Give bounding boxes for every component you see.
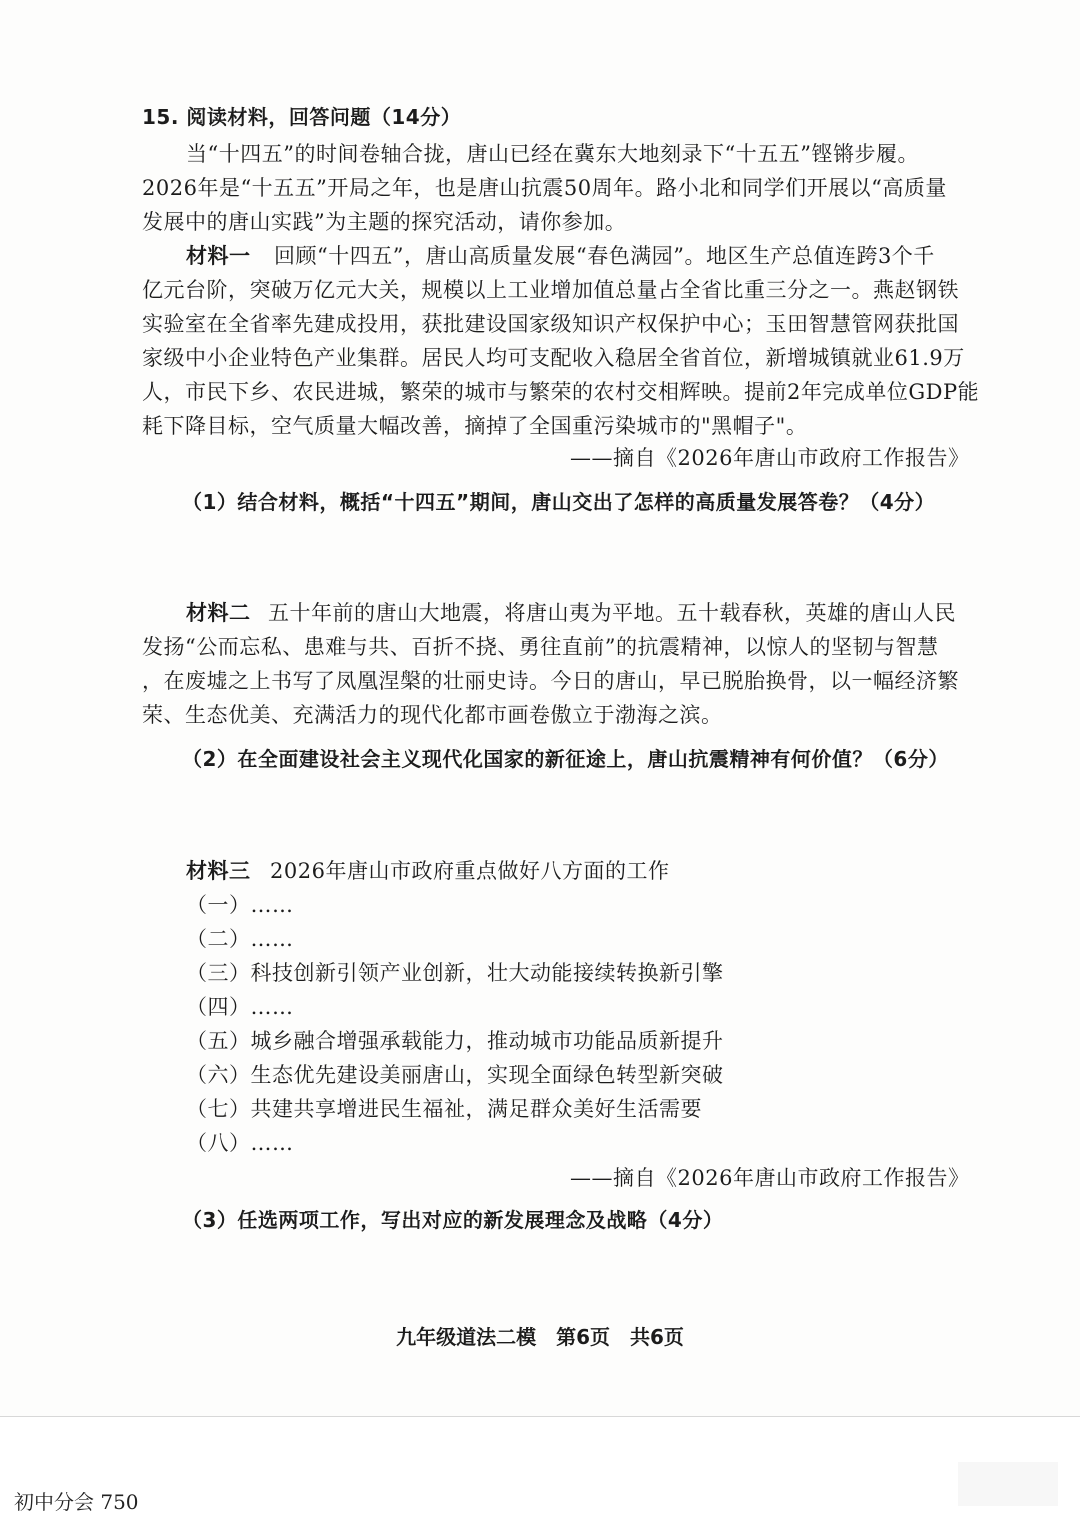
corner-box <box>958 1462 1058 1506</box>
page-footer: 九年级道法二模 第6页 共6页 <box>396 1325 684 1349</box>
material3-label: 材料三 <box>186 858 251 883</box>
material1-source: ——摘自《2026年唐山市政府工作报告》 <box>570 446 970 470</box>
material1-line: 实验室在全省率先建成投用，获批建设国家级知识产权保护中心；玉田智慧管网获批国 <box>142 312 959 336</box>
material3-item: （三）科技创新引领产业创新，壮大动能接续转换新引擎 <box>186 961 724 985</box>
intro-line: 2026年是“十五五”开局之年，也是唐山抗震50周年。路小北和同学们开展以“高质量 <box>142 176 947 200</box>
material2-line: 荣、生态优美、充满活力的现代化都市画卷傲立于渤海之滨。 <box>142 703 723 727</box>
material1-line: 人，市民下乡、农民进城，繁荣的城市与繁荣的农村交相辉映。提前2年完成单位GDP能 <box>142 380 980 404</box>
material2-line: 发扬“公而忘私、患难与共、百折不挠、勇往直前”的抗震精神，以惊人的坚韧与智慧 <box>142 635 939 659</box>
intro-line: 发展中的唐山实践”为主题的探究活动，请你参加。 <box>142 210 627 234</box>
material3-item: （八）…… <box>186 1131 294 1155</box>
material1-line: 亿元台阶，突破万亿元大关，规模以上工业增加值总量占全省比重三分之一。燕赵钢铁 <box>142 278 959 302</box>
material2-label: 材料二 <box>186 600 251 625</box>
question-3: （3）任选两项工作，写出对应的新发展理念及战略（4分） <box>182 1208 724 1232</box>
question-2: （2）在全面建设社会主义现代化国家的新征途上，唐山抗震精神有何价值？（6分） <box>182 747 949 771</box>
material2-line: 五十年前的唐山大地震，将唐山夷为平地。五十载春秋，英雄的唐山人民 <box>268 601 956 625</box>
page-divider <box>0 1416 1080 1417</box>
material3-item: （一）…… <box>186 893 294 917</box>
question-title: 15. 阅读材料，回答问题（14分） <box>142 105 462 129</box>
intro-line: 当“十四五”的时间卷轴合拢，唐山已经在冀东大地刻录下“十五五”铿锵步履。 <box>186 142 919 166</box>
material1-line: 回顾“十四五”，唐山高质量发展“春色满园”。地区生产总值连跨3个千 <box>274 244 935 268</box>
material1-line: 家级中小企业特色产业集群。居民人均可支配收入稳居全省首位，新增城镇就业61.9万 <box>142 346 965 370</box>
material3-item: （六）生态优先建设美丽唐山，实现全面绿色转型新突破 <box>186 1063 724 1087</box>
material2-line: ，在废墟之上书写了凤凰涅槃的壮丽史诗。今日的唐山，早已脱胎换骨，以一幅经济繁 <box>142 669 959 693</box>
material1-label: 材料一 <box>186 243 251 268</box>
material3-item: （七）共建共享增进民生福祉，满足群众美好生活需要 <box>186 1097 702 1121</box>
material3-item: （五）城乡融合增强承载能力，推动城市功能品质新提升 <box>186 1029 724 1053</box>
material3-item: （二）…… <box>186 927 294 951</box>
question-1: （1）结合材料，概括“十四五”期间，唐山交出了怎样的高质量发展答卷？（4分） <box>182 490 936 514</box>
material3-heading: 2026年唐山市政府重点做好八方面的工作 <box>270 859 670 883</box>
watermark-text: 初中分会 750 <box>14 1490 139 1514</box>
material1-line: 耗下降目标，空气质量大幅改善，摘掉了全国重污染城市的"黑帽子"。 <box>142 414 808 438</box>
material3-source: ——摘自《2026年唐山市政府工作报告》 <box>570 1166 970 1190</box>
material3-item: （四）…… <box>186 995 294 1019</box>
